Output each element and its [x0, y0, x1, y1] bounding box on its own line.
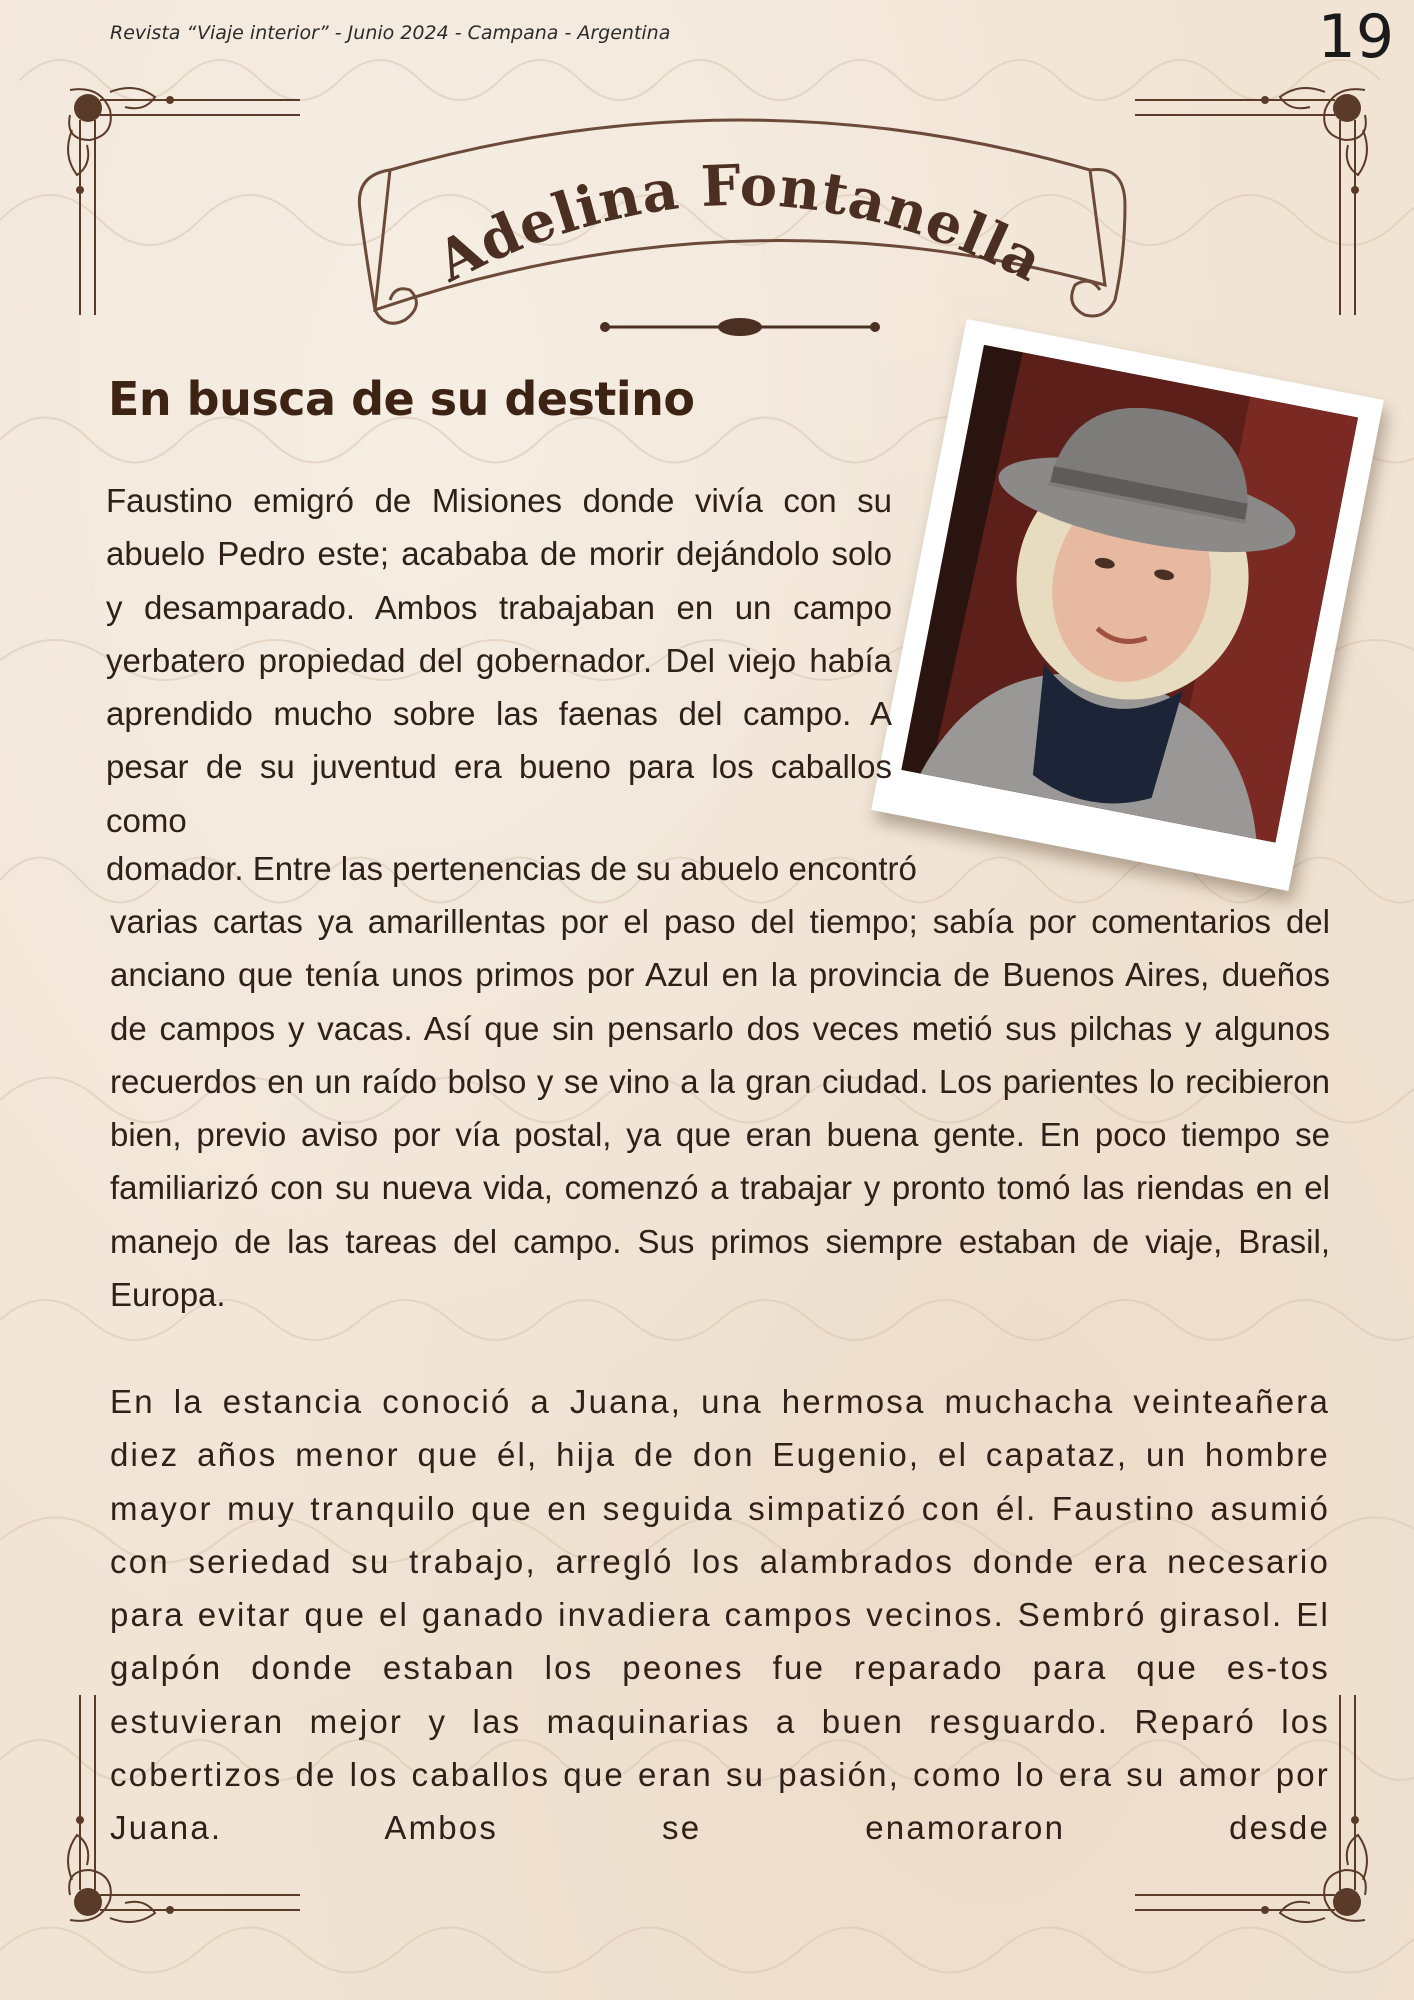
paragraph-1: Faustino emigró de Misiones donde vivía con su abuelo Pedro este; acababa de morir dejándolo solo y desamparado. Ambos trabajaban en un campo yerbatero propiedad del gobernador. Del viejo había aprendido mucho sobre las faenas del campo. A pesar de su juventud era bueno para los caballos como: [106, 482, 892, 839]
paragraph-2: varias cartas ya amarillentas por el paso del tiempo; sabía por comentarios del anciano que tenía unos primos por Azul en la provincia de Buenos Aires, dueños de campos y vacas. Así que sin pensarlo dos veces metió sus pilchas y algunos recuerdos en un raído bolso y se vino a la gran ciudad. Los parientes lo recibieron bien, previo aviso por vía postal, ya que eran buena gente. En poco tiempo se familiarizó con su nueva vida, comenzó a trabajar y pronto tomó las riendas en el manejo de las tareas del campo. Sus primos siempre estaban de viaje, Brasil, Europa.: [110, 903, 1330, 1314]
corner-ornament-top-right: [1125, 80, 1375, 330]
paragraph-3: En la estancia conoció a Juana, una hermosa muchacha veinteañera diez años menor que él, hija de don Eugenio, el capataz, un hombre mayor muy tranquilo que en seguida simpatizó con él. Faustino asumió con seriedad su trabajo, arregló los alambrados donde era necesario para evitar que el ganado invadiera campos vecinos. Sembró girasol. El galpón donde estaban los peones fue reparado para que es-tos estuvieran mejor y las maquinarias a buen resguardo. Reparó los cobertizos de los caballos que eran su pasión, como lo era su amor por Juana. Ambos se enamoraron desde: [110, 1383, 1330, 1847]
author-name: Adelina Fontanella: [426, 152, 1054, 296]
publication-header: Revista “Viaje interior” - Junio 2024 - Campana - Argentina: [110, 22, 671, 44]
title-banner: [345, 110, 1135, 340]
paragraph-1-continued: domador. Entre las pertenencias de su abuelo encontró: [106, 850, 917, 887]
corner-ornament-top-left: [60, 80, 310, 330]
article-title: En busca de su destino: [108, 372, 695, 426]
page-number: 19: [1317, 2, 1394, 72]
portrait-image: [901, 345, 1358, 843]
